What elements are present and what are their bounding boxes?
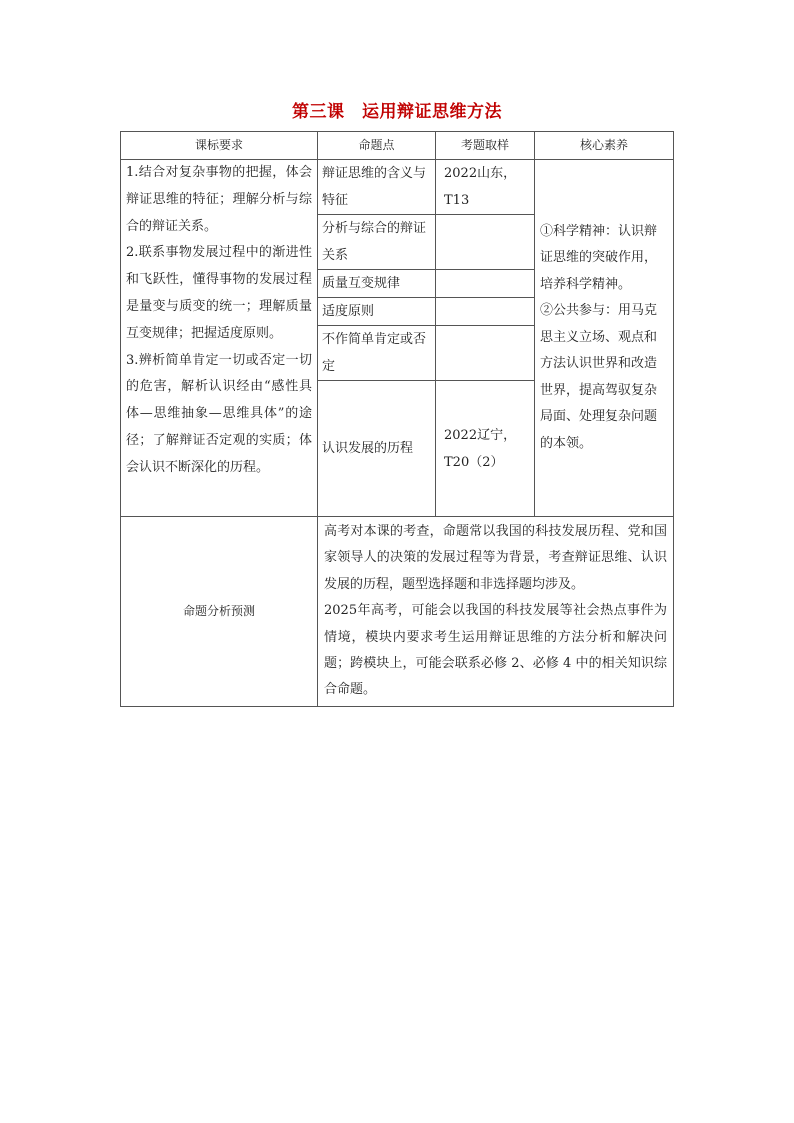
sample-1: 2022山东，T13 xyxy=(436,160,535,215)
requirement-3: 3.辨析简单肯定一切或否定一切的危害，解析认识经由“感性具体—思维抽象—思维具体”的途径；了解辩证否定观的实质；体会认识不断深化的历程。 xyxy=(126,352,312,475)
point-2: 分析与综合的辩证关系 xyxy=(318,215,436,270)
sample-6-line2: T20（2） xyxy=(444,454,504,470)
header-points: 命题点 xyxy=(318,132,436,160)
curriculum-table xyxy=(120,131,674,707)
header-samples: 考题取样 xyxy=(436,132,535,160)
prediction-label: 命题分析预测 xyxy=(121,517,318,707)
prediction-paragraph-2: 2025年高考，可能会以我国的科技发展等社会热点事件为情境，模块内要求考生运用辩证思维的方法分析和解决问题；跨模块上，可能会联系必修 2、必修 4 中的相关知识综合命题。 xyxy=(324,603,667,698)
prediction-paragraph-1: 高考对本课的考查，命题常以我国的科技发展历程、党和国家领导人的决策的发展过程等为背景，考查辩证思维、认识发展的历程，题型选择题和非选择题均涉及。 xyxy=(324,524,667,592)
header-requirements: 课标要求 xyxy=(121,132,318,160)
requirement-1: 1.结合对复杂事物的把握，体会辩证思维的特征；理解分析与综合的辩证关系。 xyxy=(126,165,312,234)
prediction-content xyxy=(318,517,674,707)
sample-2 xyxy=(436,215,535,270)
core-literacy-2: ②公共参与：用马克思主义立场、观点和方法认识世界和改造世界，提高驾驭复杂局面、处理复杂问题的本领。 xyxy=(540,303,658,451)
point-4: 适度原则 xyxy=(318,298,436,326)
page-title: 第三课 运用辩证思维方法 xyxy=(292,102,502,122)
sample-5 xyxy=(436,326,535,381)
sample-3 xyxy=(436,270,535,298)
point-3: 质量互变规律 xyxy=(318,270,436,298)
header-core-literacy: 核心素养 xyxy=(535,132,674,160)
point-6: 认识发展的历程 xyxy=(318,381,436,517)
requirement-2: 2.联系事物发展过程中的渐进性和飞跃性，懂得事物的发展过程是量变与质变的统一；理解质量互变规律；把握适度原则。 xyxy=(126,245,312,341)
table-header-row xyxy=(121,132,674,160)
table-row xyxy=(121,160,674,215)
sample-6-line1: 2022辽宁， xyxy=(444,427,517,443)
core-literacy-cell xyxy=(535,160,674,517)
point-1: 辩证思维的含义与特征 xyxy=(318,160,436,215)
requirements-cell xyxy=(121,160,318,517)
sample-6 xyxy=(436,381,535,517)
prediction-row xyxy=(121,517,674,707)
sample-4 xyxy=(436,298,535,326)
core-literacy-1: ①科学精神：认识辩证思维的突破作用，培养科学精神。 xyxy=(540,223,658,292)
point-5: 不作简单肯定或否定 xyxy=(318,326,436,381)
